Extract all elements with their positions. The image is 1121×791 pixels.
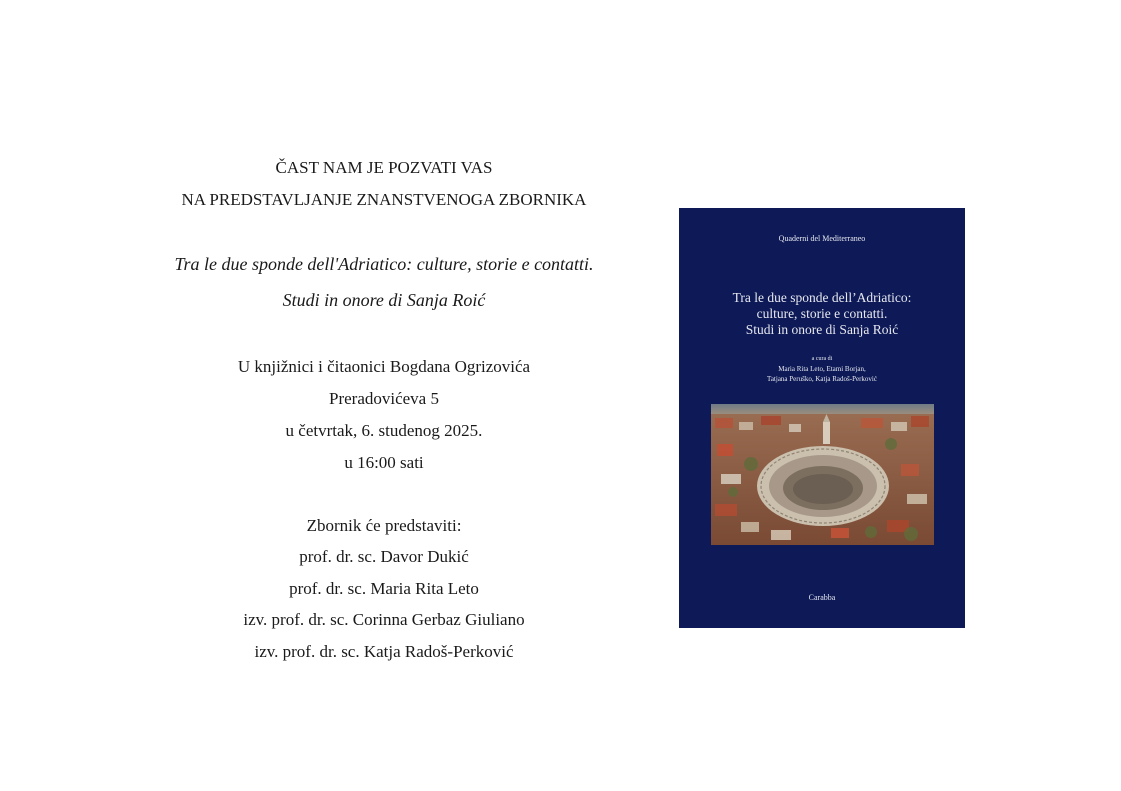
book-cover <box>679 208 965 628</box>
cover-photo-arena <box>711 404 934 545</box>
cover-a-cura-di: a cura di <box>811 356 833 362</box>
presenter-3: izv. prof. dr. sc. Corinna Gerbaz Giuliano <box>243 610 525 629</box>
cover-editors <box>679 364 965 384</box>
cover-title-line2: culture, storie e contatti. <box>756 306 888 321</box>
cover-title-line3: Studi in onore di Sanja Roić <box>745 322 899 337</box>
address: Preradovićeva 5 <box>329 389 439 408</box>
cover-editors-line2: Tatjana Peruško, Katja Radoš-Perković <box>767 375 877 383</box>
cover-title-line1: Tra le due sponde dell’Adriatico: <box>732 290 912 305</box>
presenter-4: izv. prof. dr. sc. Katja Radoš-Perković <box>254 642 514 661</box>
invitation-heading-line1: ČAST NAM JE POZVATI VAS <box>275 158 493 177</box>
presenter-1: prof. dr. sc. Davor Dukić <box>299 547 469 566</box>
cover-publisher: Carabba <box>808 593 836 602</box>
venue: U knjižnici i čitaonici Bogdana Ogrizovića <box>237 357 531 376</box>
invitation-heading-line2: NA PREDSTAVLJANJE ZNANSTVENOGA ZBORNIKA <box>181 190 587 209</box>
presenters-intro: Zbornik će predstaviti: <box>306 516 462 535</box>
event-time: u 16:00 sati <box>344 453 424 472</box>
book-title-line2: Studi in onore di Sanja Roić <box>282 290 486 310</box>
event-date: u četvrtak, 6. studenog 2025. <box>285 421 483 440</box>
cover-series: Quaderni del Mediterraneo <box>778 234 866 243</box>
cover-editors-line1: Maria Rita Leto, Etami Borjan, <box>778 365 866 373</box>
cover-title <box>679 290 965 338</box>
book-title-line1: Tra le due sponde dell'Adriatico: culture, storie e contatti. <box>174 254 594 274</box>
presenter-2: prof. dr. sc. Maria Rita Leto <box>289 579 479 598</box>
